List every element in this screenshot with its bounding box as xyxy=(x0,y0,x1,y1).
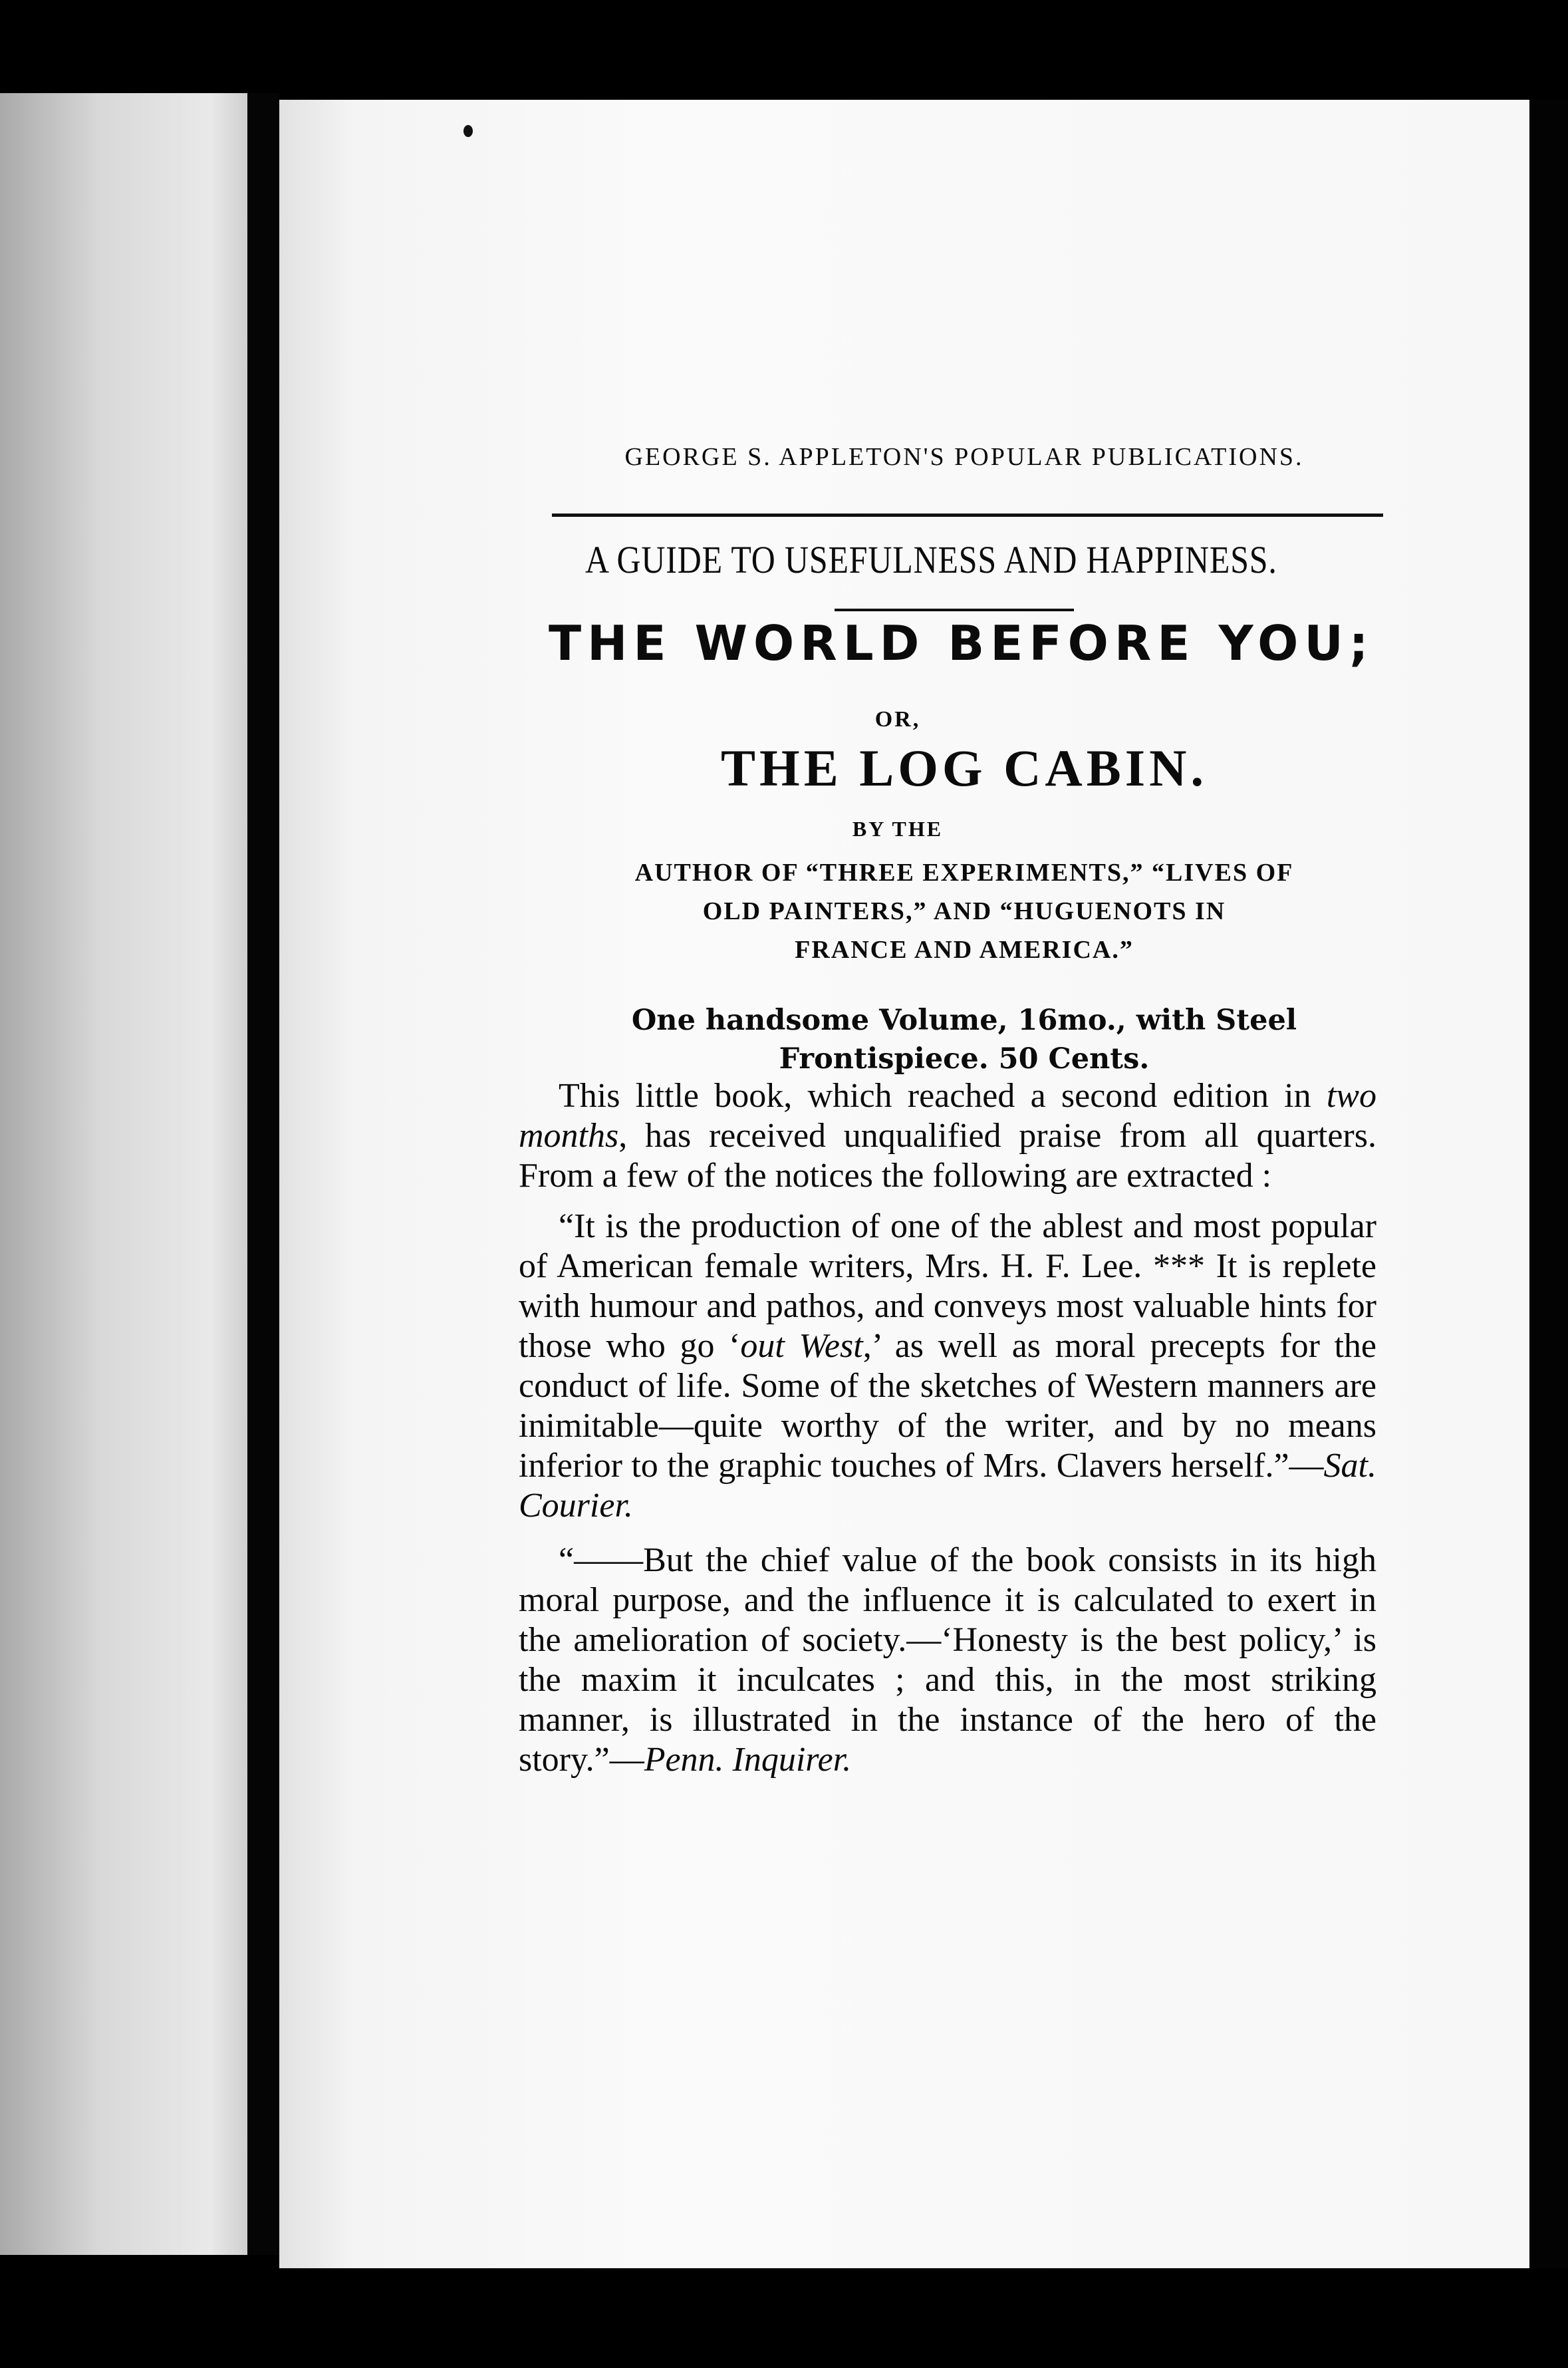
review-quote: “It is the production of one of the ablest and most popular of American female writers, Mrs. H. F. Lee. *** It is replete with humour and pathos, and conveys most valuable hints for those who go ‘out West,’ as well as moral precepts for the conduct of life. Some of the sketches of Western manners are inimitable—quite worthy of the writer, and by no means inferior to the graphic touches of Mrs. Clavers herself.”—Sat. Courier. xyxy=(519,1207,1376,1525)
ink-speck xyxy=(463,125,473,137)
review-source: Penn. Inquirer. xyxy=(644,1741,852,1779)
volume-details xyxy=(565,1001,1363,1078)
by-line: BY THE xyxy=(852,817,944,841)
book-gutter xyxy=(247,93,279,2255)
or-connector: OR, xyxy=(874,707,921,732)
author-line: OLD PAINTERS,” AND “HUGUENOTS IN xyxy=(702,897,1226,925)
book-alt-title: THE LOG CABIN. xyxy=(721,739,1208,797)
running-head: GEORGE S. APPLETON'S POPULAR PUBLICATIONS. xyxy=(624,443,1304,471)
description-body xyxy=(519,1076,1376,1791)
volume-line: One handsome Volume, 16mo., with Steel xyxy=(631,1004,1297,1037)
review-quote: “——But the chief value of the book consists in its high moral purpose, and the influence it is calculated to exert in the amelioration of society.—‘Honesty is the best policy,’ is the maxim it inculcates ; and this, in the most striking manner, is illustrated in the instance of the hero of the story.”—Penn. Inquirer. xyxy=(519,1541,1376,1779)
author-line: FRANCE AND AMERICA.” xyxy=(795,936,1134,964)
page-subtitle: A GUIDE TO USEFULNESS AND HAPPINESS. xyxy=(585,538,1277,581)
author-credits xyxy=(532,853,1396,969)
head-rule xyxy=(552,514,1383,517)
volume-line: Frontispiece. 50 Cents. xyxy=(779,1042,1150,1076)
facing-page-edge xyxy=(0,93,247,2255)
intro-paragraph: This little book, which reached a second edition in two months, has received unqualified praise from all quarters. From a few of the notices the following are extracted : xyxy=(519,1077,1376,1195)
review-source: Sat. Courier. xyxy=(519,1447,1376,1525)
scan-border xyxy=(1529,100,1568,2268)
book-title: THE WORLD BEFORE YOU; xyxy=(549,615,1374,671)
author-line: AUTHOR OF “THREE EXPERIMENTS,” “LIVES OF xyxy=(634,859,1294,887)
divider-rule xyxy=(835,609,1074,611)
